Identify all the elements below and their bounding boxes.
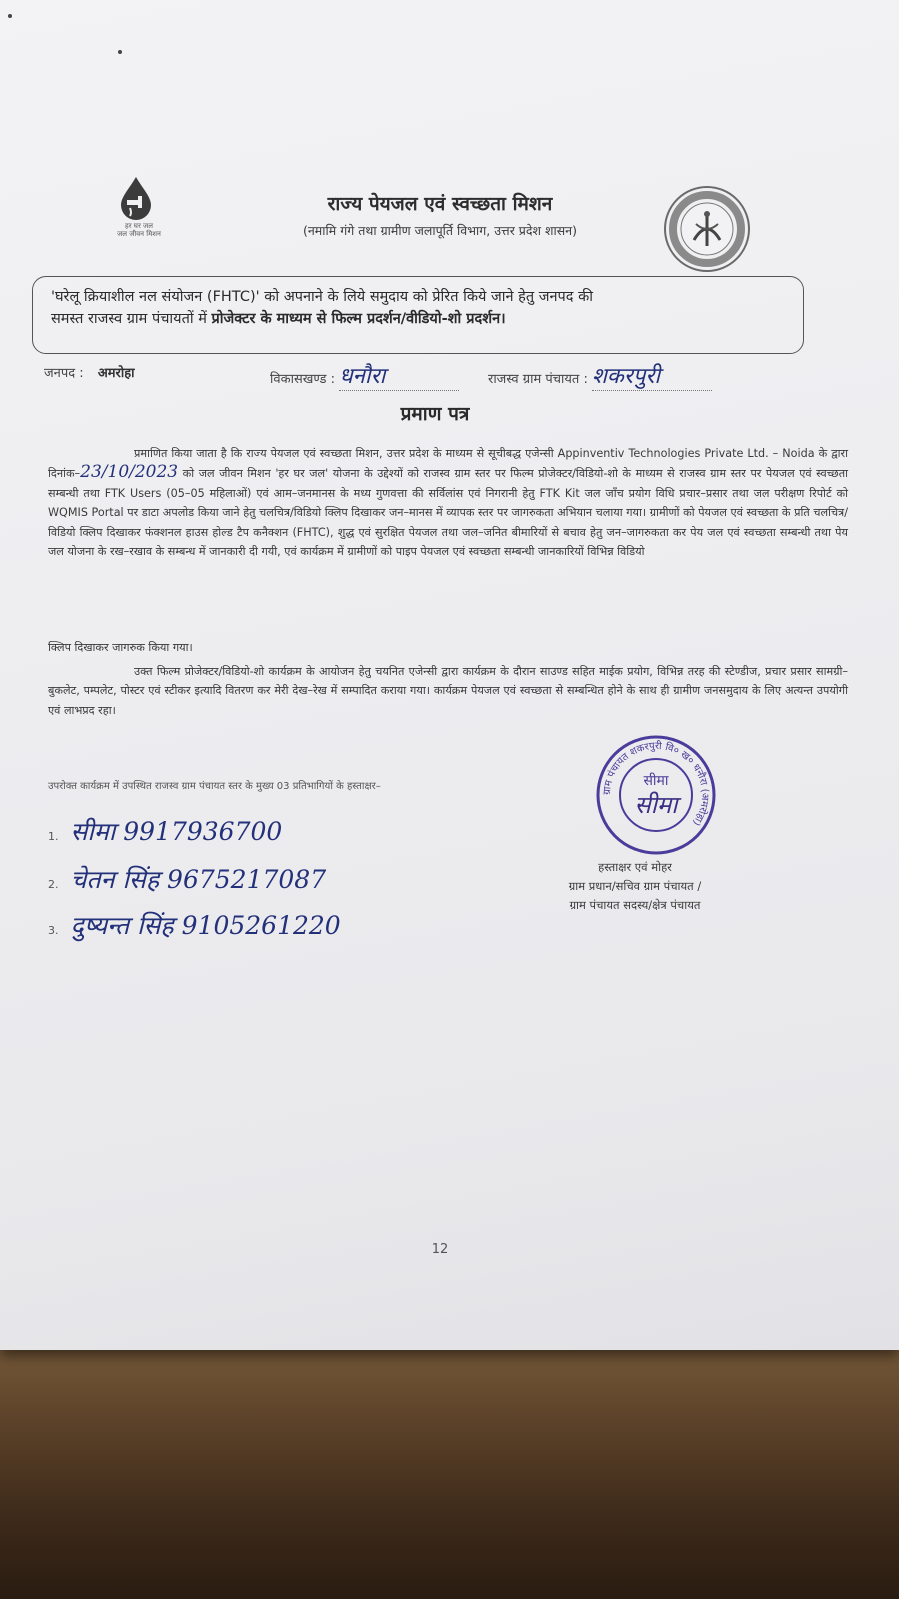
banner-line-2-plain: समस्त राजस्व ग्राम पंचायतों में [51,311,212,327]
water-drop-icon [118,176,154,220]
para1-part-b: को जल जीवन मिशन 'हर घर जल' योजना के उद्देश्यों को राजस्व ग्राम स्तर पर फिल्म प्रोजेक्टर/विडियो-शो के माध्यम से राजस्व ग्राम स्तर पर पेयजल एवं स्वच्छता सम्बन्धी तथा FTK Users (05–05 महिलाओं) एवं आम–जनमानस के मध्य गुणवत्ता की सर्विलांस एवं निगरानी हेतु FTK Kit जल जाँच प्रयोग विधि प्रचार–प्रसार तथा जल परीक्षण रिपोर्ट को WQMIS Portal पर डाटा अपलोड किया जाने हेतु चलचित्र/विडियो क्लिप दिखाकर जन–मानस में व्यापक स्तर पर जागरुकता अभियान चलाया गया। ग्रामीणों को पेयजल एवं स्वच्छता के प्रति चलचित्र/विडियो क्लिप दिखाकर फंक्शनल हाउस होल्ड टैप कनैक्शन (FHTC), शुद्ध एवं सुरक्षित पेयजल तथा जल–जनित बीमारियों से बचाव हेतु जन–जागरुकता कर पेय जल एवं स्वच्छता सम्बन्धी तथा पेय जल योजना के रख–रखाव के सम्बन्ध में जानकारी दी गयी, एवं कार्यक्रम में ग्रामीणों को पाइप पेयजल एवं स्वच्छता सम्बन्धी जानकारियों विभिन्न विडियो [48,467,848,559]
gram-panchayat-seal [594,733,718,857]
page-title: राज्य पेयजल एवं स्वच्छता मिशन [327,193,553,215]
block-label: विकासखण्ड : [270,372,336,387]
signatory-designation-2: ग्राम पंचायत सदस्य/क्षेत्र पंचायत [569,898,701,912]
panchayat-value: शकरपुरी [592,360,712,391]
para1-part-a: प्रमाणित किया जाता है कि राज्य पेयजल एवं स्वच्छता मिशन, उत्तर प्रदेश के माध्यम से सूचीबद्ध एजेन्सी Appinventiv Technologies Private Ltd. – Noida के द्वारा दिनांक– [48,447,848,481]
certificate-paragraph-1 [48,444,848,561]
participant-number: 2. [48,878,59,891]
certificate-paragraph-2 [48,662,848,720]
participant-number: 3. [48,924,59,937]
para2-text: उक्त फिल्म प्रोजेक्टर/विडियो-शो कार्यक्रम के आयोजन हेतु चयनित एजेन्सी द्वारा कार्यक्रम के दौरान साउण्ड सहित माईक प्रयोग, विभिन्न तरह की स्टेण्डीज, प्रचार प्रसार सामग्री–बुकलेट, पम्पलेट, पोस्टर एवं स्टीकर इत्यादि वितरण कर मेरी देख–रेख में सम्पादित कराया गया। कार्यक्रम पेयजल एवं स्वच्छता से सम्बन्धित होने के साथ ही ग्रामीण जनसमुदाय के लिए अत्यन्त उपयोगी एवं लाभप्रद रहा। [48,665,848,717]
participant-signature: सीमा 9917936700 [70,817,283,846]
banner-line-2-bold: प्रोजेक्टर के माध्यम से फिल्म प्रदर्शन/वीडियो-शो प्रदर्शन। [211,311,506,327]
seal-ring-text: ग्राम पंचायत शकरपुरी वि० ख० धनौरा (अमरोहा) [601,740,711,828]
banner-line-1: 'घरेलू क्रियाशील नल संयोजन (FHTC)' को अपनाने के लिये समुदाय को प्रेरित किये जाने हेतु जनपद की [51,289,593,305]
paper-speck [8,14,12,18]
banner-line-2 [51,308,785,330]
seal-center-text: सीमा [643,773,669,789]
district-field [44,363,134,381]
participant-signature-row [48,814,282,848]
block-value: धनौरा [339,360,459,391]
up-government-emblem [664,186,750,272]
program-date: 23/10/2023 [80,462,179,483]
participant-signature: चेतन सिंह 9675217087 [70,865,327,894]
panchayat-field [488,360,712,391]
block-field [270,360,459,391]
certificate-title: प्रमाण पत्र [400,403,470,425]
har-ghar-jal-logo [104,176,174,256]
program-banner [32,276,804,354]
logo-tagline: हर घर जल जल जीवन मिशन [117,222,161,238]
paper-speck [118,50,122,54]
district-label: जनपद : [44,366,84,381]
table-surface [0,1330,899,1599]
page-subtitle: (नमामि गंगे तथा ग्रामीण जलापूर्ति विभाग, उत्तर प्रदेश शासन) [302,223,577,238]
seal-signature: सीमा [634,791,678,819]
panchayat-label: राजस्व ग्राम पंचायत : [488,372,588,387]
emblem-icon [666,188,748,270]
participant-signature-row [48,908,341,942]
participant-signature-row [48,862,326,896]
participants-note: उपरोक्त कार्यक्रम में उपस्थित राजस्व ग्राम पंचायत स्तर के मुख्य 03 प्रतिभागियों के हस्ताक्षर– [48,781,381,792]
certificate-paragraph-1-end: क्लिप दिखाकर जागरुक किया गया। [48,641,193,654]
district-value: अमरोहा [97,366,135,381]
signatory-block [520,858,750,915]
page-number: 12 [431,1242,449,1257]
signatory-designation-1: ग्राम प्रधान/सचिव ग्राम पंचायत / [568,879,702,893]
participant-signature: दुष्यन्त सिंह 9105261220 [70,911,341,940]
signature-and-seal-label: हस्ताक्षर एवं मोहर [598,860,672,874]
participant-number: 1. [48,830,59,843]
